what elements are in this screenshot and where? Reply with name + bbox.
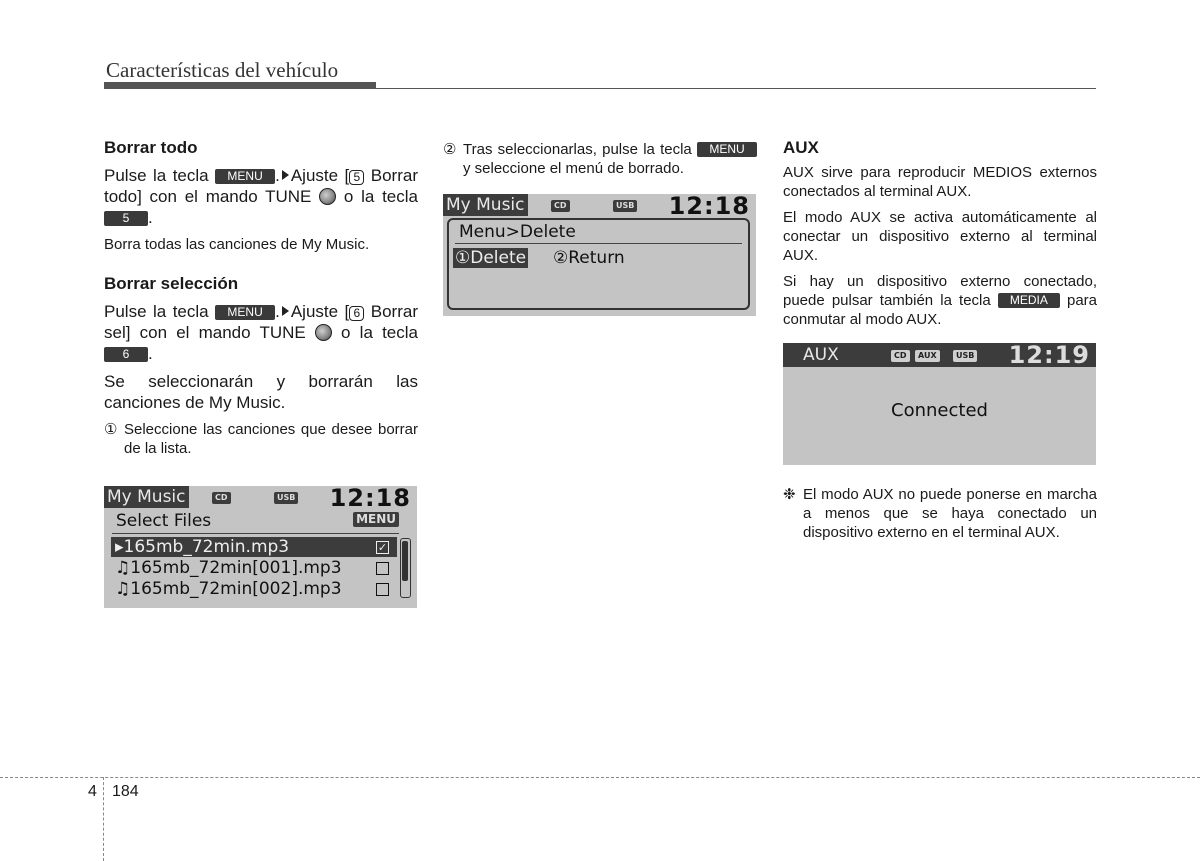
screen-clock: 12:19 bbox=[1008, 341, 1090, 369]
checkbox-icon[interactable] bbox=[376, 583, 389, 596]
screen-message: Connected bbox=[891, 400, 988, 421]
tune-knob-icon bbox=[315, 324, 332, 341]
step-1-text: Seleccione las canciones que desee borrar de la lista. bbox=[124, 421, 418, 457]
file-row[interactable]: ▸165mb_72min.mp3 ✓ bbox=[111, 537, 397, 557]
screen-menu-tag: MENU bbox=[353, 512, 399, 527]
return-option[interactable]: ②Return bbox=[553, 248, 625, 268]
step-2 bbox=[443, 140, 757, 178]
paragraph-aux-3: Si hay un dispositivo externo conectado, puede pulsar también la tecla MEDIA para conmutar al modo AUX. bbox=[783, 273, 1098, 328]
number-5-icon: 5 bbox=[349, 170, 364, 185]
menu-key-icon: MENU bbox=[215, 169, 275, 184]
header-rule-thick bbox=[104, 82, 376, 89]
music-note-icon: ♫ bbox=[115, 579, 131, 599]
heading-aux: AUX bbox=[783, 138, 819, 157]
footer-rule bbox=[0, 777, 1200, 778]
chapter-number: 4 bbox=[88, 783, 97, 800]
step-2-marker: ② bbox=[443, 141, 457, 158]
key-6-icon: 6 bbox=[104, 347, 148, 362]
usb-icon: USB bbox=[953, 350, 977, 362]
screen-status-bar bbox=[783, 343, 1096, 367]
arrow-right-icon bbox=[282, 306, 289, 316]
header-title: Características del vehículo bbox=[106, 58, 339, 82]
paragraph-borrar-seleccion: Pulse la tecla MENU . Ajuste [ 6 Borrar sel] con el mando TUNE o la tecla 6 . bbox=[104, 302, 418, 363]
screen-source-label: My Music bbox=[104, 486, 189, 508]
footer-vertical-rule bbox=[103, 777, 104, 861]
file-row[interactable]: ♫165mb_72min[002].mp3 bbox=[111, 579, 397, 599]
screen-clock: 12:18 bbox=[668, 192, 750, 220]
menu-key-icon: MENU bbox=[215, 305, 275, 320]
cd-icon: CD bbox=[212, 492, 231, 504]
play-icon: ▸ bbox=[115, 537, 124, 557]
menu-key-icon: MENU bbox=[697, 142, 757, 157]
scrollbar-thumb[interactable] bbox=[402, 541, 408, 581]
screen-divider bbox=[112, 533, 399, 534]
scrollbar[interactable] bbox=[400, 538, 411, 598]
paragraph-aux-1: AUX sirve para reproducir MEDIOS externos conectados al terminal AUX. bbox=[783, 164, 1097, 200]
column-left bbox=[104, 138, 418, 608]
screen-aux bbox=[783, 343, 1096, 465]
screen-clock: 12:18 bbox=[329, 484, 411, 512]
arrow-right-icon bbox=[282, 170, 289, 180]
cd-icon: CD bbox=[551, 200, 570, 212]
tune-knob-icon bbox=[319, 188, 336, 205]
paragraph-aux-2: El modo AUX se activa automáticamente al conectar un dispositivo externo al terminal AUX. bbox=[783, 209, 1097, 264]
page-number: 184 bbox=[112, 783, 139, 800]
screen-menu-delete bbox=[443, 194, 756, 316]
aux-icon: AUX bbox=[915, 350, 940, 362]
screen-select-files bbox=[104, 486, 417, 608]
heading-borrar-todo: Borrar todo bbox=[104, 138, 198, 157]
note-text: El modo AUX no puede ponerse en marcha a menos que se haya conectado un dispositivo externo en el terminal AUX. bbox=[803, 486, 1097, 541]
delete-option[interactable]: ①Delete bbox=[455, 248, 527, 268]
paragraph-seleccion-desc: Se seleccionarán y borrarán las canciones de My Music. bbox=[104, 372, 418, 412]
screen-source-label: My Music bbox=[443, 194, 528, 216]
step-2-text: Tras seleccionarlas, pulse la tecla MENU y seleccione el menú de borrado. bbox=[463, 140, 757, 178]
step-1-marker: ① bbox=[104, 421, 118, 438]
media-key-icon: MEDIA bbox=[998, 293, 1060, 308]
note-marker-icon: ❉ bbox=[783, 486, 796, 503]
column-right bbox=[783, 138, 1097, 542]
delete-menu-panel bbox=[447, 218, 750, 310]
cd-icon: CD bbox=[891, 350, 910, 362]
checkbox-icon[interactable] bbox=[376, 562, 389, 575]
screen-subtitle: Menu>Delete bbox=[459, 222, 576, 242]
usb-icon: USB bbox=[613, 200, 637, 212]
checkbox-checked-icon[interactable]: ✓ bbox=[377, 541, 388, 554]
paragraph-borrar-todo-desc: Borra todas las canciones de My Music. bbox=[104, 236, 370, 253]
heading-borrar-seleccion: Borrar selección bbox=[104, 274, 239, 293]
key-5-icon: 5 bbox=[104, 211, 148, 226]
screen-source-label: AUX bbox=[803, 345, 839, 365]
step-1 bbox=[104, 420, 418, 458]
header-rule-thin bbox=[376, 88, 1096, 89]
file-row[interactable]: ♫165mb_72min[001].mp3 bbox=[111, 558, 397, 578]
number-6-icon: 6 bbox=[349, 306, 364, 321]
screen-divider bbox=[455, 243, 742, 244]
usb-icon: USB bbox=[274, 492, 298, 504]
note bbox=[783, 485, 1097, 542]
music-note-icon: ♫ bbox=[115, 558, 131, 578]
column-middle bbox=[443, 140, 757, 316]
screen-subtitle: Select Files bbox=[116, 511, 212, 531]
paragraph-borrar-todo: Pulse la tecla MENU . Ajuste [ 5 Borrar todo] con el mando TUNE o la tecla 5 . bbox=[104, 166, 418, 227]
